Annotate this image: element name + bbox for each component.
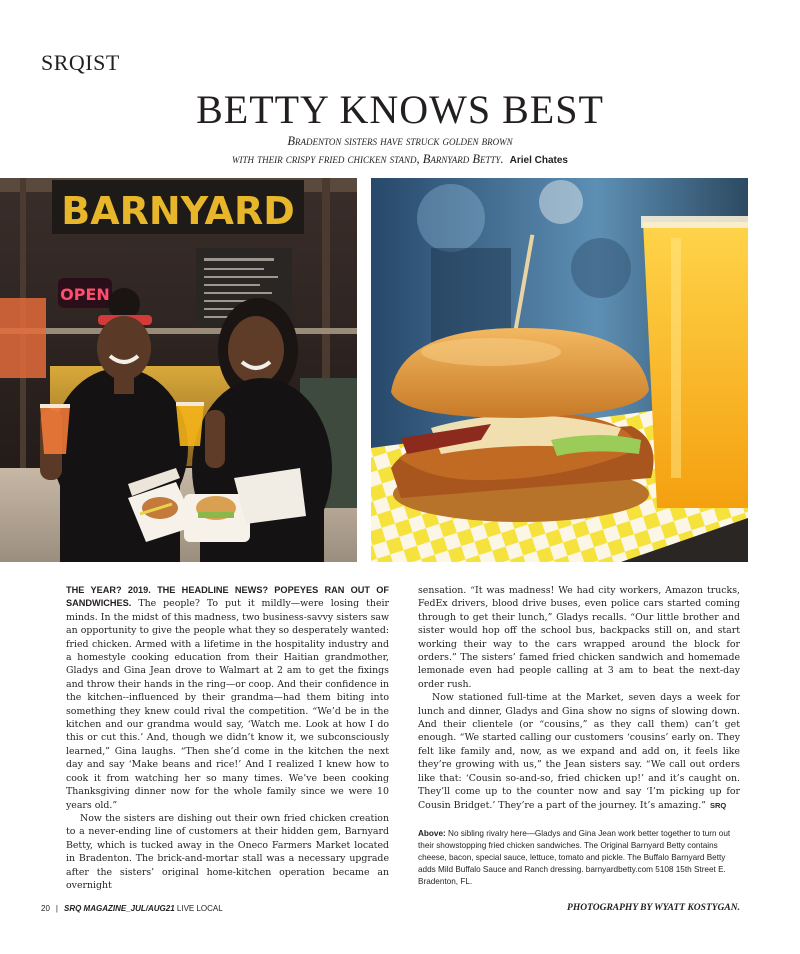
photo-credit: PHOTOGRAPHY BY WYATT KOSTYGAN. <box>567 903 740 913</box>
deck <box>60 132 740 170</box>
article-column-right <box>418 584 740 812</box>
footer-section: LIVE LOCAL <box>176 904 223 913</box>
photo-sandwich <box>371 178 748 562</box>
paragraph-3: Now stationed full-time at the Market, seven days a week for lunch and dinner, Gladys and Gina show no signs of slowing down. And their clientele (or “cousins,” as they call them) can’t get enough. “We started calling our customers ‘cousins’ early on. They felt like family and, now, as we expand and add on, it feels like they’re growing with us,” the Jean sisters say. “We call out orders like that: ‘Cousin so-and-so, fried chicken up!’ and it’s caught on. They’ll come up to the counter now and say ‘I’m picking up for Cousin Bridget.’ They’re a part of the journey. It’s amazing.” SRQ <box>418 692 740 811</box>
paragraph-1: THE YEAR? 2019. THE HEADLINE NEWS? POPEYES RAN OUT OF SANDWICHES. The people? To put it mildly—were losing their minds. In the midst of this madness, two business-savvy sisters saw an opportunity to give the people what they so desperately wanted: fried chicken. Armed with a lifetime in the hospitality industry and a homestyle cooking education from their Haitian grandmother, Gladys and Gina Jean drove to Walmart at 2 am to get the fixings and throw their hands in the ring—or coop. And their confidence in the kitchen--influenced by their grandma—had them biting into something they knew could rival the competition. “We’d be in the kitchen and our grandma would say, ‘Watch me. Look at how I do this or cut this.’ And, though we didn’t know it, we subconsciously learned,” Gina laughs. “Then she’d come in the kitchen the next day and say ‘Make beans and rice!’ And I realized I knew how to cook it from watching her so many times. We’ve been cooking Thanksgiving dinner now for the whole family since we were 10 years old.” <box>66 585 389 811</box>
page-footer <box>41 904 223 913</box>
footer-divider: | <box>55 904 58 913</box>
lead-in: THE YEAR? 2019. THE HEADLINE NEWS? POPEYES RAN OUT OF SANDWICHES. <box>66 585 389 609</box>
deck-line-1: Bradenton sisters have struck golden brown <box>287 134 513 148</box>
photo-caption: Above: No sibling rivalry here—Gladys and Gina Jean work better together to turn out their showstopping fried chicken sandwiches. The Original Barnyard Betty contains cheese, bacon, special sauce, lettuce, tomato and pickle. The Buffalo Barnyard Betty adds Mild Buffalo Sauce and Ranch dressing. barnyardbetty.com 5108 15th Street E. Bradenton, FL. <box>418 829 731 886</box>
caption-label: Above: <box>418 829 446 838</box>
headline: BETTY KNOWS BEST <box>196 87 604 132</box>
magazine-issue: SRQ MAGAZINE_JUL/AUG21 <box>63 904 175 913</box>
byline: Ariel Chates <box>509 155 568 166</box>
lemonade-cup <box>641 216 748 508</box>
open-neon-sign: OPEN <box>60 285 110 304</box>
page-number: 20 <box>41 904 50 913</box>
article-column-left <box>66 584 389 892</box>
photo-sisters <box>0 178 357 562</box>
end-mark: SRQ <box>709 800 727 810</box>
paragraph-2: Now the sisters are dishing out their own fried chicken creation to a never-ending line of customers at their hidden gem, Barnyard Betty, which is tucked away in the Oneco Farmers Market located in Bradenton. The brick-and-mortar stall was a necessary upgrade after the sisters’ original home-kitchen operation became an overnight <box>66 812 389 891</box>
deck-line-2: with their crispy fried chicken stand, Barnyard Betty. Ariel Chates <box>232 152 568 166</box>
paragraph-2-continued: sensation. “It was madness! We had city workers, Amazon trucks, FedEx drivers, blood drive buses, even police cars started coming through to get their lunch,” Gladys recalls. “Our little brother and sister would hop off the school bus, backpacks still on, and start working their way to the cars wrapped around the block for orders.” The sisters’ famed fried chicken sandwich and homemade lemonade even had people calling at 3 am to beat the next-day order rush. <box>418 585 740 690</box>
barnyard-sign: BARNYARD <box>61 189 295 233</box>
section-tag: SRQIST <box>41 50 120 75</box>
